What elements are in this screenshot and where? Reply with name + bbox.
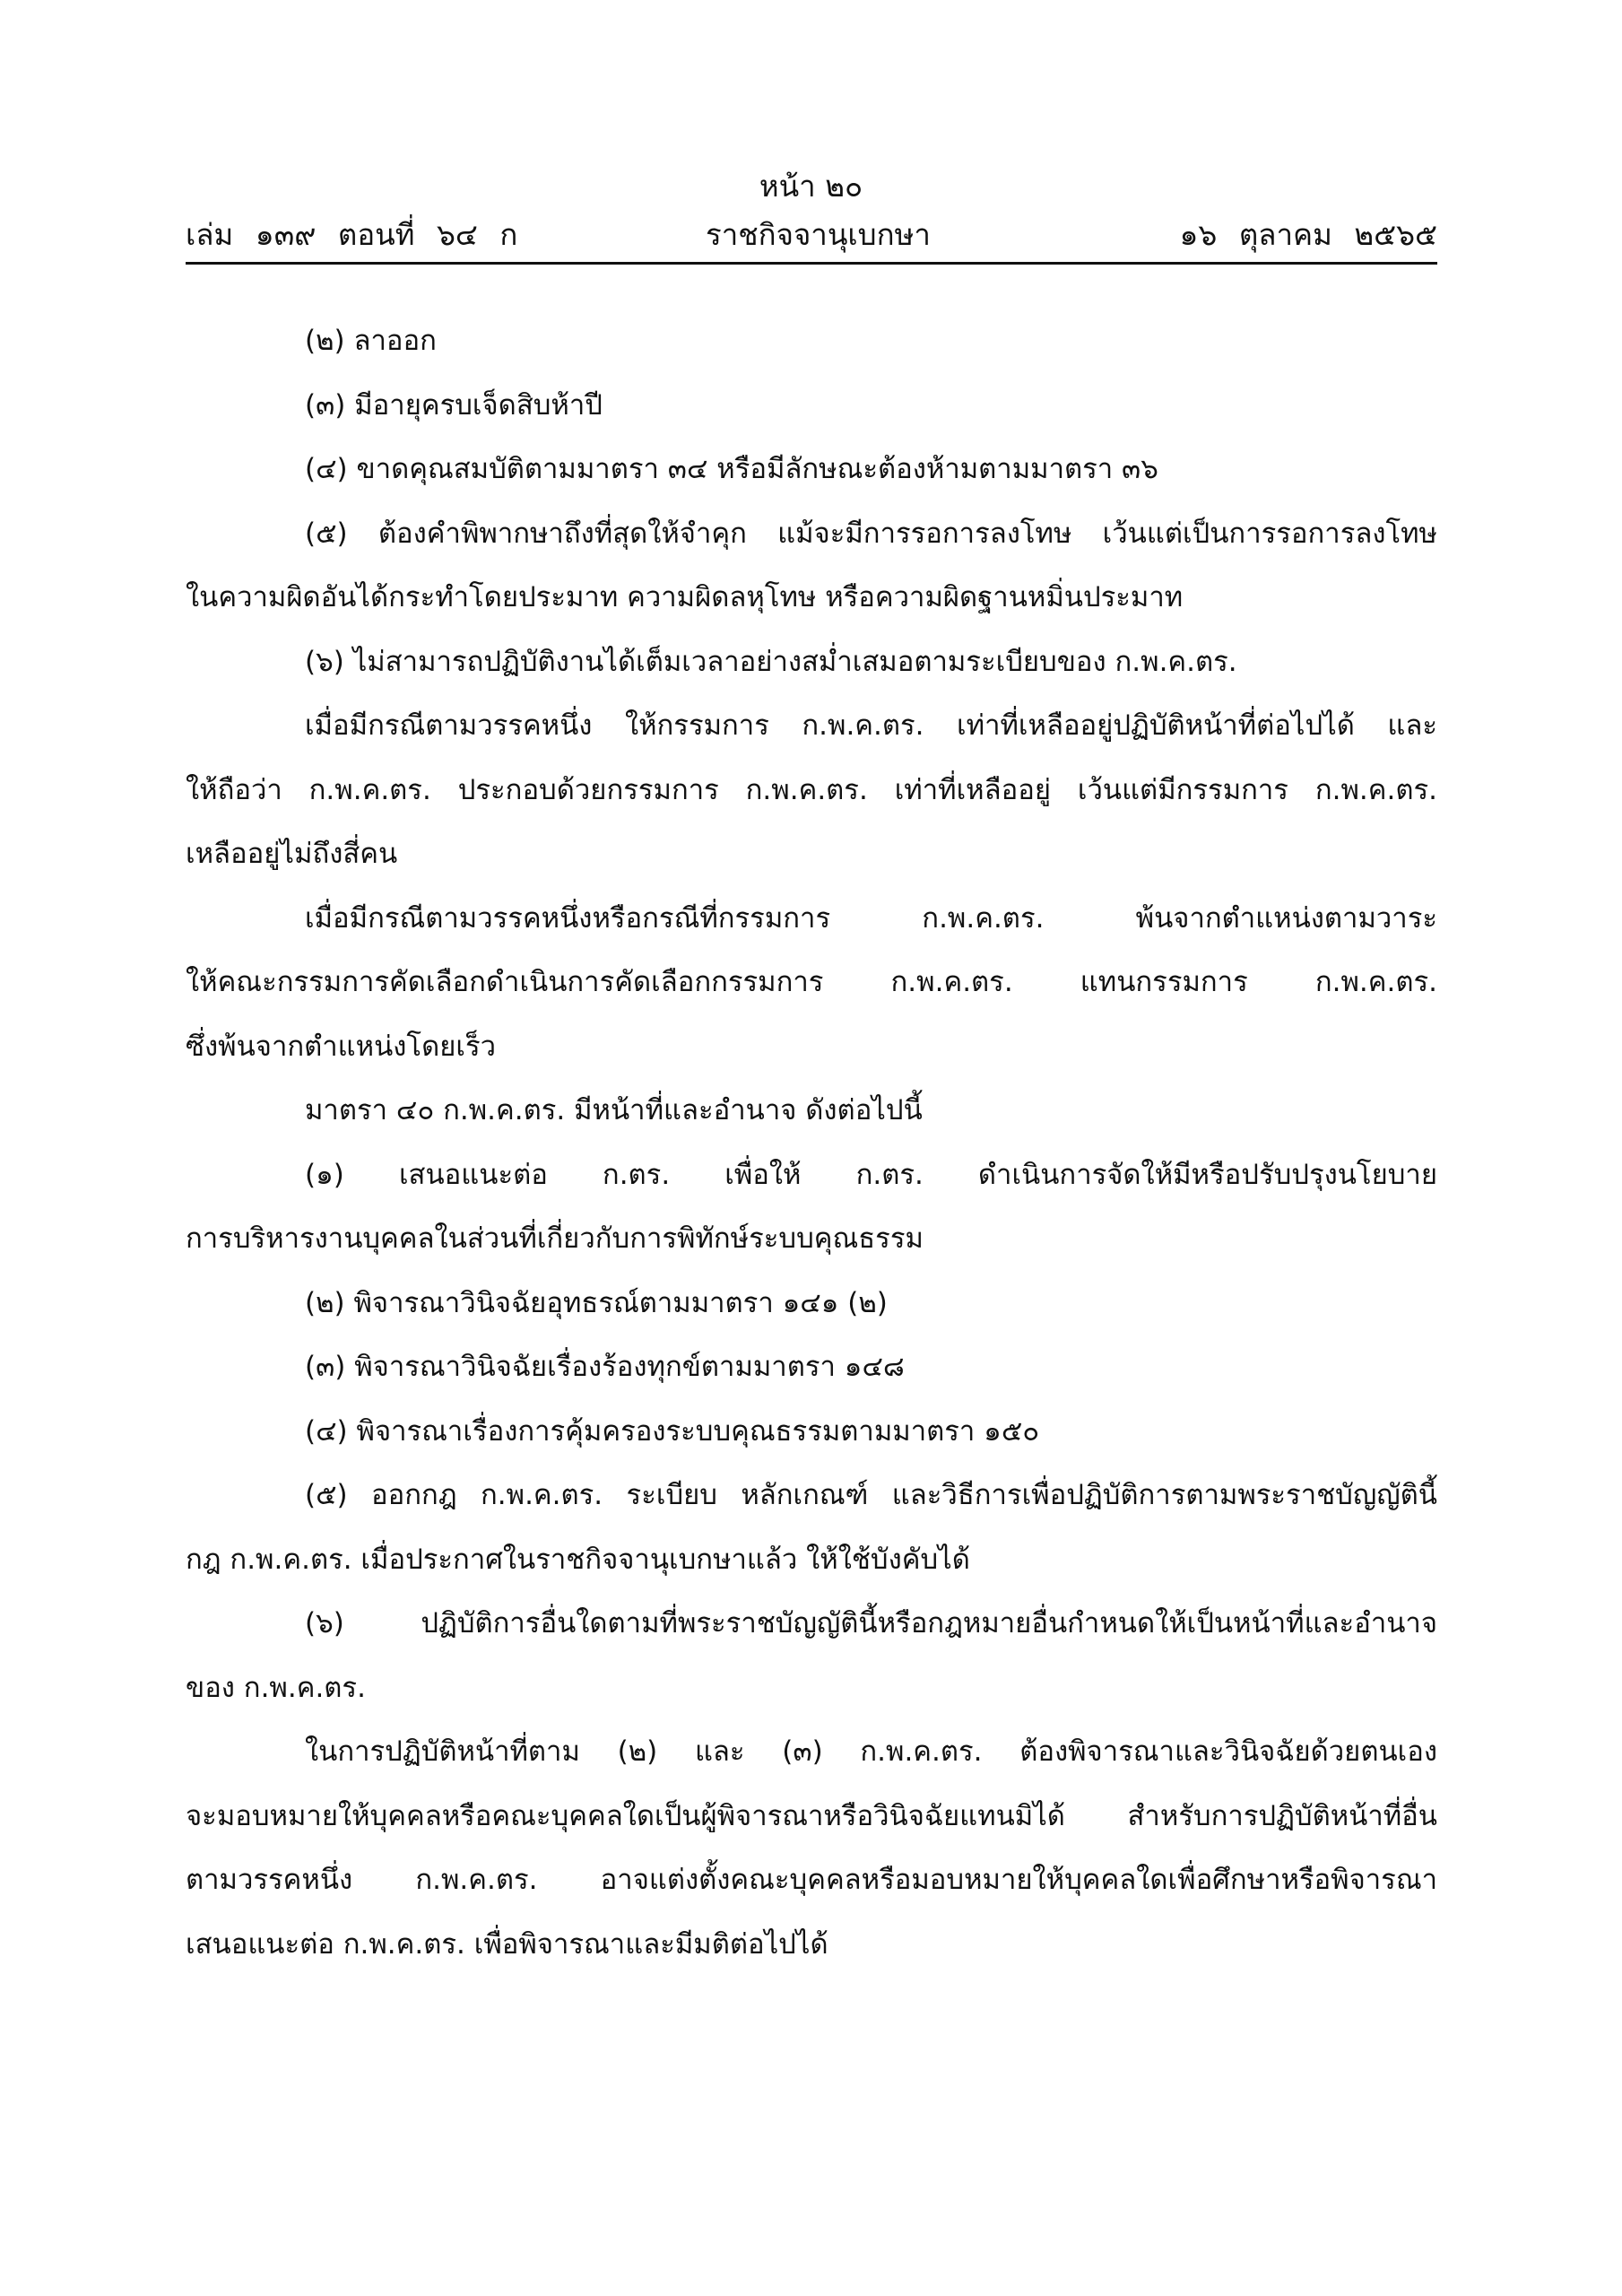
text-line: ในความผิดอันได้กระทำโดยประมาท ความผิดลหุโทษ หรือความผิดฐานหมิ่นประมาท: [186, 581, 1184, 613]
publication-title: ราชกิจจานุเบกษา: [706, 217, 931, 252]
text-line: เมื่อมีกรณีตามวรรคหนึ่งหรือกรณีที่กรรมการ ก.พ.ค.ตร. พ้นจากตำแหน่งตามวาระ: [305, 901, 1437, 935]
header-rule: [186, 262, 1437, 265]
text-line: ของ ก.พ.ค.ตร.: [186, 1671, 366, 1704]
text-line: การบริหารงานบุคคลในส่วนที่เกี่ยวกับการพิทักษ์ระบบคุณธรรม: [186, 1222, 924, 1255]
text-line: ซึ่งพ้นจากตำแหน่งโดยเร็ว: [186, 1030, 497, 1063]
text-line: ตามวรรคหนึ่ง ก.พ.ค.ตร. อาจแต่งตั้งคณะบุคคลหรือมอบหมายให้บุคคลใดเพื่อศึกษาหรือพิจารณา: [186, 1864, 1437, 1896]
text-line: (๓) มีอายุครบเจ็ดสิบห้าปี: [305, 388, 603, 422]
text-line: (๕) ต้องคำพิพากษาถึงที่สุดให้จำคุก แม้จะมีการรอการลงโทษ เว้นแต่เป็นการรอการลงโทษ: [305, 517, 1437, 550]
text-line: (๒) พิจารณาวินิจฉัยอุทธรณ์ตามมาตรา ๑๔๑ (๒): [305, 1286, 888, 1319]
running-header: [186, 215, 1437, 255]
text-line: (๔) ขาดคุณสมบัติตามมาตรา ๓๔ หรือมีลักษณะต้องห้ามตามมาตรา ๓๖: [305, 453, 1158, 485]
publication-date: ๑๖ ตุลาคม ๒๕๖๕: [1179, 217, 1437, 252]
page-number: หน้า ๒๐: [759, 169, 863, 204]
text-line: ให้ถือว่า ก.พ.ค.ตร. ประกอบด้วยกรรมการ ก.พ.ค.ตร. เท่าที่เหลืออยู่ เว้นแต่มีกรรมการ ก.พ.ค.ตร.: [186, 773, 1437, 806]
text-line: กฎ ก.พ.ค.ตร. เมื่อประกาศในราชกิจจานุเบกษาแล้ว ให้ใช้บังคับได้: [186, 1543, 970, 1576]
text-line: เมื่อมีกรณีตามวรรคหนึ่ง ให้กรรมการ ก.พ.ค.ตร. เท่าที่เหลืออยู่ปฏิบัติหน้าที่ต่อไปได้ และ: [305, 709, 1437, 742]
text-line: เสนอแนะต่อ ก.พ.ค.ตร. เพื่อพิจารณาและมีมติต่อไปได้: [186, 1927, 828, 1961]
section-heading-line: มาตรา ๔๐ ก.พ.ค.ตร. มีหน้าที่และอำนาจ ดังต่อไปนี้: [305, 1094, 923, 1126]
volume-issue: เล่ม ๑๓๙ ตอนที่ ๖๔ ก: [186, 217, 518, 252]
text-line: (๔) พิจารณาเรื่องการคุ้มครองระบบคุณธรรมตามมาตรา ๑๕๐: [305, 1414, 1040, 1448]
document-body: [186, 309, 1437, 1977]
text-line: เหลืออยู่ไม่ถึงสี่คน: [186, 838, 398, 870]
text-line: (๓) พิจารณาวินิจฉัยเรื่องร้องทุกข์ตามมาตรา ๑๔๘: [305, 1351, 905, 1383]
text-line: (๖) ปฏิบัติการอื่นใดตามที่พระราชบัญญัตินี้หรือกฎหมายอื่นกำหนดให้เป็นหน้าที่และอำนาจ: [305, 1607, 1437, 1639]
text-line: (๕) ออกกฎ ก.พ.ค.ตร. ระเบียบ หลักเกณฑ์ และวิธีการเพื่อปฏิบัติการตามพระราชบัญญัตินี้: [305, 1479, 1437, 1511]
text-line: (๒) ลาออก: [305, 325, 437, 357]
text-line: จะมอบหมายให้บุคคลหรือคณะบุคคลใดเป็นผู้พิจารณาหรือวินิจฉัยแทนมิได้ สำหรับการปฏิบัติหน้าที่อื่น: [186, 1799, 1437, 1832]
text-line: ให้คณะกรรมการคัดเลือกดำเนินการคัดเลือกกรรมการ ก.พ.ค.ตร. แทนกรรมการ ก.พ.ค.ตร.: [186, 966, 1437, 998]
text-line: (๑) เสนอแนะต่อ ก.ตร. เพื่อให้ ก.ตร. ดำเนินการจัดให้มีหรือปรับปรุงนโยบาย: [305, 1158, 1437, 1191]
text-line: ในการปฏิบัติหน้าที่ตาม (๒) และ (๓) ก.พ.ค.ตร. ต้องพิจารณาและวินิจฉัยด้วยตนเอง: [305, 1735, 1437, 1768]
text-line: (๖) ไม่สามารถปฏิบัติงานได้เต็มเวลาอย่างสม่ำเสมอตามระเบียบของ ก.พ.ค.ตร.: [305, 645, 1237, 678]
